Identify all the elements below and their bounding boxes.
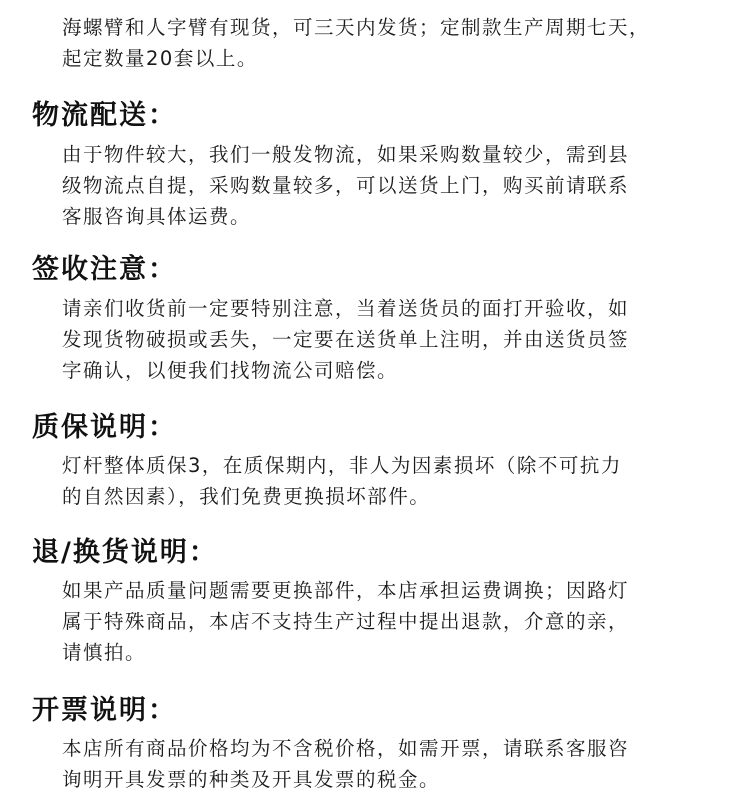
paragraph-line: 的自然因素），我们免费更换损坏部件。 bbox=[62, 485, 431, 508]
heading-logistics: 物流配送： bbox=[32, 100, 177, 131]
paragraph-line: 海螺臂和人字臂有现货，可三天内发货；定制款生产周期七天， bbox=[62, 16, 651, 39]
paragraph-line: 请亲们收货前一定要特别注意，当着送货员的面打开验收，如 bbox=[62, 297, 630, 320]
paragraph-line: 级物流点自提，采购数量较多，可以送货上门，购买前请联系 bbox=[62, 174, 630, 197]
warranty-paragraph bbox=[62, 450, 738, 512]
paragraph-line: 本店所有商品价格均为不含税价格，如需开票，请联系客服咨 bbox=[62, 737, 630, 760]
heading-warranty: 质保说明： bbox=[32, 412, 177, 443]
paragraph-line: 起定数量20套以上。 bbox=[62, 47, 258, 70]
receipt-notice-paragraph bbox=[62, 293, 738, 386]
paragraph-line: 客服咨询具体运费。 bbox=[62, 205, 252, 228]
heading-receipt-notice: 签收注意： bbox=[32, 254, 177, 285]
heading-invoice: 开票说明： bbox=[32, 695, 177, 726]
paragraph-line: 字确认，以便我们找物流公司赔偿。 bbox=[62, 359, 399, 382]
paragraph-line: 由于物件较大，我们一般发物流，如果采购数量较少，需到县 bbox=[62, 143, 630, 166]
paragraph-line: 发现货物破损或丢失，一定要在送货单上注明，并由送货员签 bbox=[62, 328, 630, 351]
paragraph-line: 询明开具发票的种类及开具发票的税金。 bbox=[62, 768, 441, 791]
paragraph-line: 属于特殊商品，本店不支持生产过程中提出退款，介意的亲， bbox=[62, 610, 630, 633]
logistics-paragraph bbox=[62, 139, 738, 232]
returns-paragraph bbox=[62, 575, 738, 668]
invoice-paragraph bbox=[62, 733, 738, 795]
stock-paragraph bbox=[62, 12, 738, 74]
paragraph-line: 如果产品质量问题需要更换部件，本店承担运费调换；因路灯 bbox=[62, 579, 630, 602]
paragraph-line: 灯杆整体质保3，在质保期内，非人为因素损坏（除不可抗力 bbox=[62, 454, 622, 477]
paragraph-line: 请慎拍。 bbox=[62, 641, 147, 664]
heading-returns: 退/换货说明： bbox=[32, 537, 218, 568]
